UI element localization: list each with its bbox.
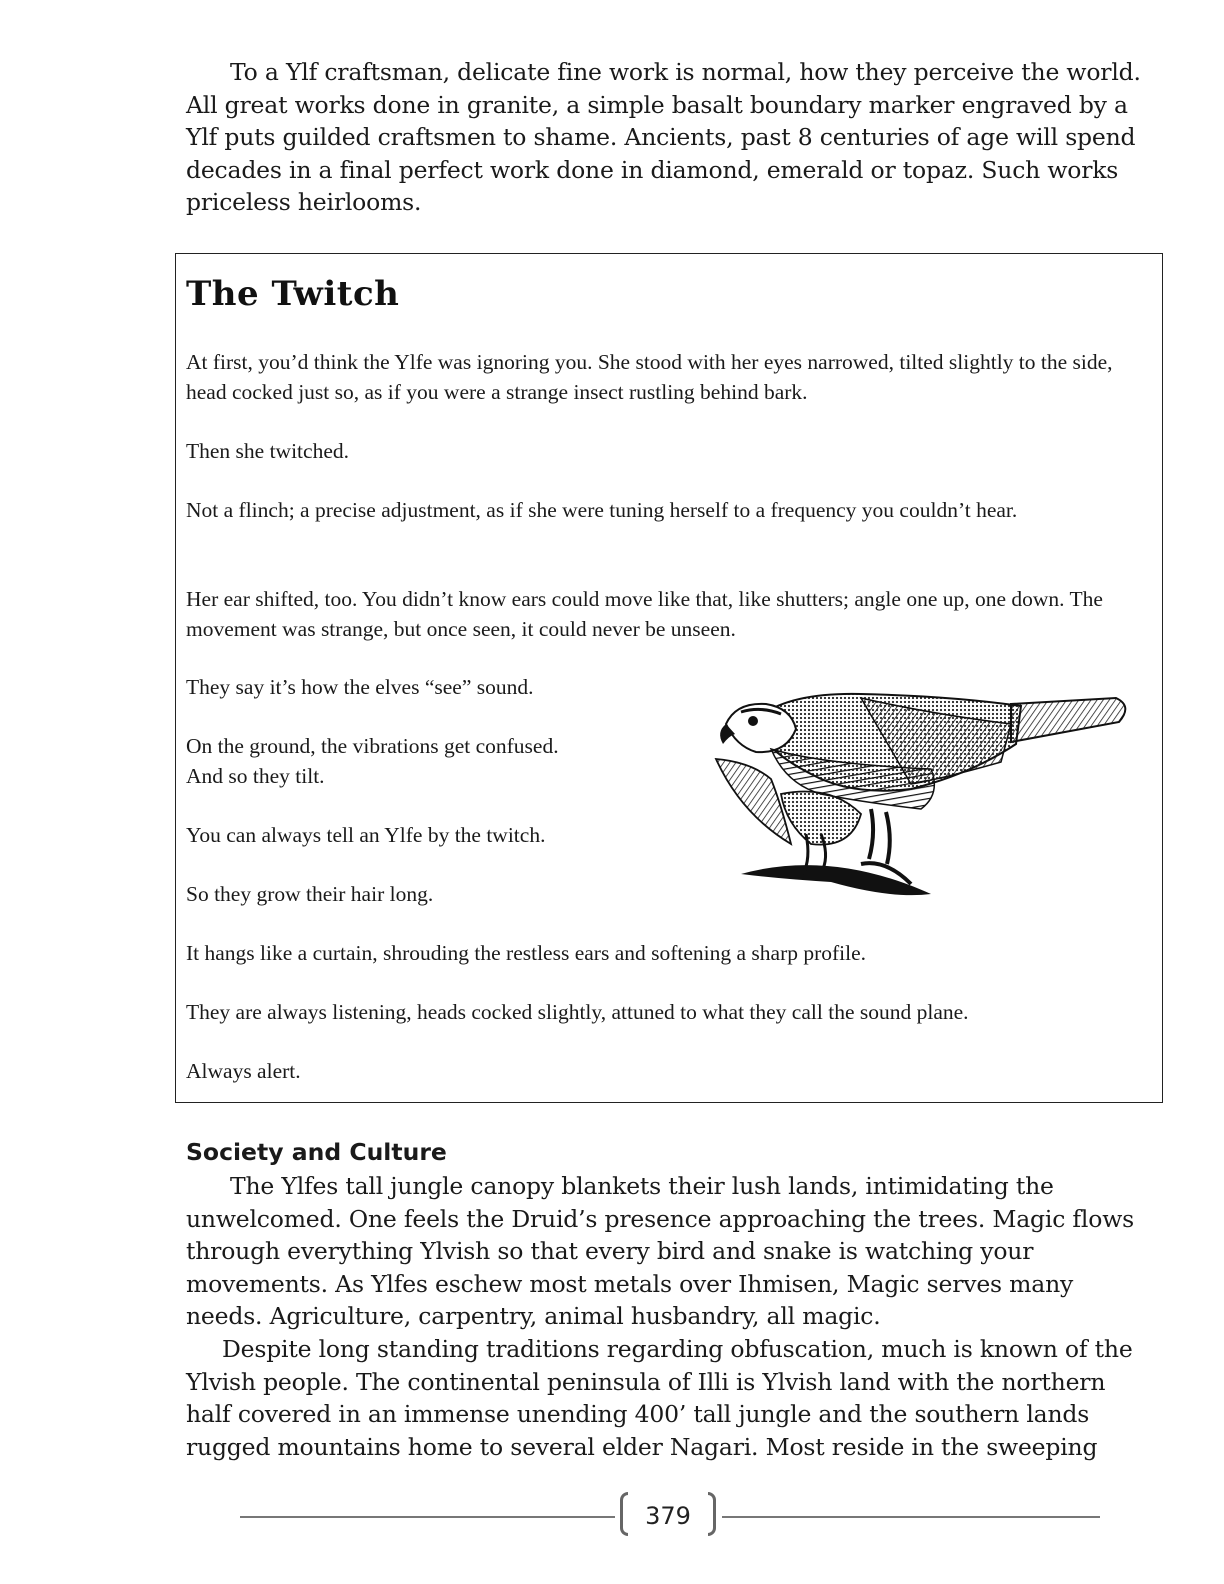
- sidebar-paragraph: They say it’s how the elves “see” sound.: [186, 675, 534, 699]
- sidebar-paragraph: It hangs like a curtain, shrouding the restless ears and softening a sharp profile.: [186, 941, 867, 965]
- sidebar-paragraph: So they grow their hair long.: [186, 882, 434, 906]
- society-paragraph-2-text: Despite long standing traditions regarding obfuscation, much is known of the Ylvish people. The continental peninsula of Illi is Ylvish land with the northern half covered in an immense unending 400’ tall jungle and the southern lands rugged mountains home to several elder Nagari. Most reside in the sweeping: [186, 1335, 1133, 1461]
- hawk-engraving-icon: [711, 684, 1141, 914]
- footer-rule-right: [722, 1516, 1100, 1518]
- sidebar-paragraph: Not a flinch; a precise adjustment, as if she were tuning herself to a frequency you couldn’t hear.: [186, 498, 1018, 522]
- society-paragraph-2: [186, 1333, 1151, 1463]
- sidebar-paragraph: And so they tilt.: [186, 764, 325, 788]
- society-paragraph-1: [186, 1170, 1151, 1333]
- sidebar-paragraph: On the ground, the vibrations get confused.: [186, 734, 559, 758]
- sidebar-paragraph: At first, you’d think the Ylfe was ignoring you. She stood with her eyes narrowed, tilted slightly to the side, head cocked just so, as if you were a strange insect rustling behind bark.: [186, 350, 1113, 404]
- section-heading-society-and-culture: Society and Culture: [186, 1138, 447, 1166]
- sidebar-paragraph: They are always listening, heads cocked slightly, attuned to what they call the sound plane.: [186, 1000, 969, 1024]
- society-paragraph-1-text: The Ylfes tall jungle canopy blankets their lush lands, intimidating the unwelcomed. One feels the Druid’s presence approaching the trees. Magic flows through everything Ylvish so that every bird and snake is watching your movements. As Ylfes eschew most metals over Ihmisen, Magic serves many needs. Agriculture, carpentry, animal husbandry, all magic.: [186, 1172, 1134, 1330]
- sidebar-paragraph: Then she twitched.: [186, 439, 349, 463]
- sidebar-paragraph: You can always tell an Ylfe by the twitch.: [186, 823, 546, 847]
- intro-paragraph: [186, 56, 1151, 219]
- intro-text: To a Ylf craftsman, delicate fine work is normal, how they perceive the world. All great works done in granite, a simple basalt boundary marker engraved by a Ylf puts guilded craftsmen to shame. Ancients, past 8 centuries of age will spend decades in a final perfect work done in diamond, emerald or topaz. Such works priceless heirlooms.: [186, 58, 1141, 216]
- sidebar-box-the-twitch: [175, 253, 1163, 1103]
- sidebar-title: The Twitch: [186, 274, 400, 314]
- sidebar-paragraph: Always alert.: [186, 1059, 301, 1083]
- page-number: 379: [645, 1502, 691, 1530]
- footer-rule-left: [240, 1516, 615, 1518]
- sidebar-paragraph: Her ear shifted, too. You didn’t know ears could move like that, like shutters; angle one up, one down. The movement was strange, but once seen, it could never be unseen.: [186, 587, 1103, 641]
